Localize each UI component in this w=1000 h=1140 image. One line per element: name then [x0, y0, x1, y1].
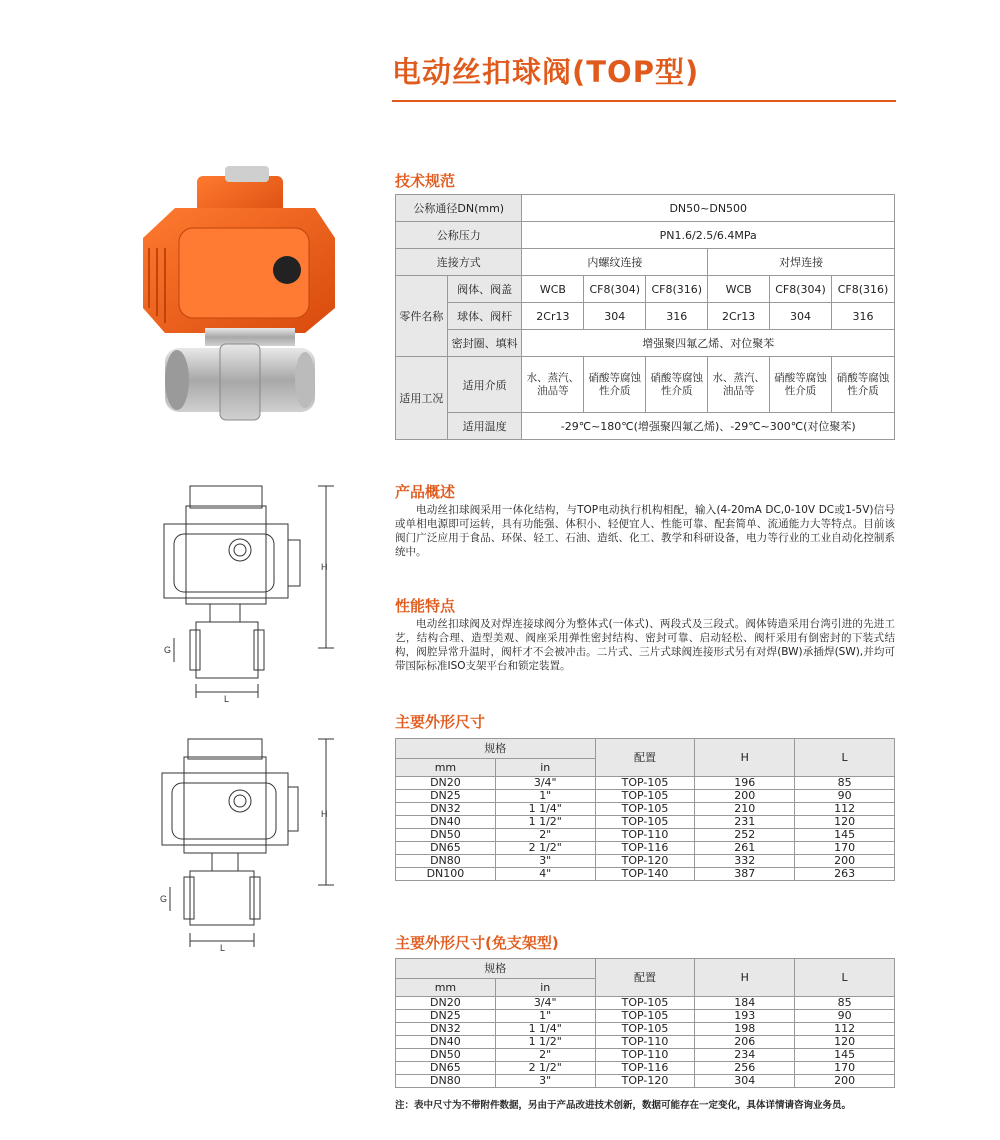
spec-label-pressure: 公称压力	[396, 222, 522, 249]
table-cell: 263	[795, 868, 895, 881]
col-config: 配置	[595, 959, 695, 997]
spec-label-dn: 公称通径DN(mm)	[396, 195, 522, 222]
table-cell: 210	[695, 803, 795, 816]
overview-text: 电动丝扣球阀采用一体化结构，与TOP电动执行机构相配，输入(4-20mA DC,0-10V DC或1-5V)信号或单相电源即可运转，具有功能强、体积小、轻便宜人、性能可靠、配套简单、流通能力大等特点。目前该阀门广泛应用于食品、环保、轻工、石油、造纸、化工、教学和科研设备，电力等行业的工业自动化控制系统中。	[395, 504, 895, 558]
table-cell: 193	[695, 1010, 795, 1023]
table-cell: 200	[695, 790, 795, 803]
table-cell: TOP-105	[595, 790, 695, 803]
table-cell: TOP-116	[595, 1062, 695, 1075]
spec-cell: CF8(316)	[646, 276, 708, 303]
table-cell: TOP-110	[595, 829, 695, 842]
col-mm: mm	[396, 979, 496, 997]
table-cell: TOP-105	[595, 803, 695, 816]
spec-cell: 硝酸等腐蚀性介质	[770, 357, 832, 413]
table-cell: 3"	[495, 1075, 595, 1088]
dimensions-table-bracketless	[395, 958, 895, 1088]
table-cell: 4"	[495, 868, 595, 881]
spec-cell: 316	[832, 303, 895, 330]
table-cell: 170	[795, 842, 895, 855]
spec-cell: 水、蒸汽、油品等	[522, 357, 584, 413]
table-cell: 252	[695, 829, 795, 842]
table-row	[396, 855, 895, 868]
section-heading-spec: 技术规范	[395, 172, 456, 190]
table-cell: 231	[695, 816, 795, 829]
footnote: 注：表中尺寸为不带附件数据，另由于产品改进技术创新，数据可能存在一定变化，具体详情请咨询业务员。	[395, 1100, 852, 1111]
table-cell: 2 1/2"	[495, 1062, 595, 1075]
col-in: in	[495, 759, 595, 777]
table-cell: 200	[795, 855, 895, 868]
spec-label-parts: 零件名称	[396, 276, 448, 357]
table-row	[396, 997, 895, 1010]
table-cell: 261	[695, 842, 795, 855]
table-cell: 332	[695, 855, 795, 868]
table-cell: TOP-105	[595, 816, 695, 829]
table-cell: 200	[795, 1075, 895, 1088]
table-row	[396, 1062, 895, 1075]
table-cell: DN50	[396, 829, 496, 842]
table-row	[396, 1075, 895, 1088]
dim-label-G: G	[164, 645, 172, 655]
table-row	[396, 1023, 895, 1036]
table-row	[396, 1036, 895, 1049]
spec-value-temp: -29℃~180℃(增强聚四氟乙烯)、-29℃~300℃(对位聚苯)	[522, 413, 895, 440]
spec-cell: CF8(316)	[832, 276, 895, 303]
col-spec: 规格	[396, 739, 596, 759]
table-cell: 206	[695, 1036, 795, 1049]
table-cell: 170	[795, 1062, 895, 1075]
table-cell: DN25	[396, 1010, 496, 1023]
table-row	[396, 803, 895, 816]
table-cell: 3/4"	[495, 777, 595, 790]
page-title: 电动丝扣球阀(TOP型)	[392, 55, 700, 89]
section-heading-overview: 产品概述	[395, 483, 456, 501]
table-cell: TOP-105	[595, 1010, 695, 1023]
table-cell: DN40	[396, 816, 496, 829]
table-cell: 1 1/2"	[495, 1036, 595, 1049]
table-cell: DN32	[396, 1023, 496, 1036]
table-cell: 1 1/2"	[495, 816, 595, 829]
table-cell: TOP-110	[595, 1036, 695, 1049]
table-cell: TOP-105	[595, 997, 695, 1010]
table-cell: 256	[695, 1062, 795, 1075]
spec-label-body: 阀体、阀盖	[447, 276, 522, 303]
dim-label-L: L	[224, 694, 230, 703]
table-cell: DN32	[396, 803, 496, 816]
table-cell: 120	[795, 1036, 895, 1049]
table-cell: TOP-120	[595, 1075, 695, 1088]
table-cell: TOP-105	[595, 1023, 695, 1036]
table-cell: DN100	[396, 868, 496, 881]
spec-label-seal: 密封圈、填料	[447, 330, 522, 357]
table-cell: 1"	[495, 1010, 595, 1023]
spec-connection-thread: 内螺纹连接	[522, 249, 708, 276]
dim-label-G-2: G	[160, 894, 168, 904]
spec-value-seal: 增强聚四氟乙烯、对位聚苯	[522, 330, 895, 357]
spec-cell: 304	[584, 303, 646, 330]
table-cell: 387	[695, 868, 795, 881]
dimensions-table	[395, 738, 895, 881]
spec-cell: CF8(304)	[770, 276, 832, 303]
table-row	[396, 868, 895, 881]
spec-value-pressure: PN1.6/2.5/6.4MPa	[522, 222, 895, 249]
dim-label-H: H	[321, 562, 328, 572]
table-cell: 3/4"	[495, 997, 595, 1010]
spec-value-dn: DN50~DN500	[522, 195, 895, 222]
table-row	[396, 829, 895, 842]
table-cell: 112	[795, 803, 895, 816]
col-H: H	[695, 739, 795, 777]
product-photo	[135, 158, 375, 438]
table-row	[396, 816, 895, 829]
col-mm: mm	[396, 759, 496, 777]
spec-cell: WCB	[522, 276, 584, 303]
table-row	[396, 777, 895, 790]
dimension-drawing-1	[150, 478, 340, 703]
table-cell: DN40	[396, 1036, 496, 1049]
table-row	[396, 1049, 895, 1062]
section-heading-dimensions-bracketless: 主要外形尺寸(免支架型)	[395, 934, 559, 952]
table-row	[396, 1010, 895, 1023]
table-cell: TOP-120	[595, 855, 695, 868]
title-rule	[392, 100, 896, 102]
spec-cell: 304	[770, 303, 832, 330]
dim-label-H-2: H	[321, 809, 328, 819]
table-cell: 145	[795, 829, 895, 842]
table-cell: 120	[795, 816, 895, 829]
spec-label-conditions: 适用工况	[396, 357, 448, 440]
table-cell: 304	[695, 1075, 795, 1088]
dimension-drawing-2	[150, 735, 340, 953]
spec-cell: 硝酸等腐蚀性介质	[832, 357, 895, 413]
table-cell: DN20	[396, 777, 496, 790]
table-cell: DN65	[396, 842, 496, 855]
spec-cell: 2Cr13	[522, 303, 584, 330]
table-cell: DN65	[396, 1062, 496, 1075]
table-cell: 2"	[495, 1049, 595, 1062]
spec-label-temp: 适用温度	[447, 413, 522, 440]
table-cell: 234	[695, 1049, 795, 1062]
spec-label-connection: 连接方式	[396, 249, 522, 276]
table-cell: DN50	[396, 1049, 496, 1062]
table-cell: 1 1/4"	[495, 1023, 595, 1036]
spec-cell: 水、蒸汽、油品等	[708, 357, 770, 413]
table-cell: 1 1/4"	[495, 803, 595, 816]
table-cell: 2 1/2"	[495, 842, 595, 855]
dim-label-L-2: L	[220, 943, 226, 953]
spec-connection-weld: 对焊连接	[708, 249, 895, 276]
col-spec: 规格	[396, 959, 596, 979]
spec-label-ball: 球体、阀杆	[447, 303, 522, 330]
table-cell: 1"	[495, 790, 595, 803]
table-cell: 198	[695, 1023, 795, 1036]
spec-cell: 硝酸等腐蚀性介质	[584, 357, 646, 413]
table-cell: 145	[795, 1049, 895, 1062]
table-cell: 184	[695, 997, 795, 1010]
table-cell: 2"	[495, 829, 595, 842]
table-cell: DN80	[396, 1075, 496, 1088]
col-config: 配置	[595, 739, 695, 777]
table-cell: 90	[795, 790, 895, 803]
table-cell: 112	[795, 1023, 895, 1036]
features-text: 电动丝扣球阀及对焊连接球阀分为整体式(一体式)、两段式及三段式。阀体铸造采用台湾引进的先进工艺，结构合理、造型美观、阀座采用弹性密封结构、密封可靠、启动轻松、阀杆采用有倒密封的下装式结构，阀腔异常升温时，阀杆才不会被冲击。二片式、三片式球阀连接形式另有对焊(BW)承插焊(SW),并均可带国际标准ISO支架平台和锁定装置。	[395, 618, 895, 672]
spec-cell: WCB	[708, 276, 770, 303]
table-row	[396, 842, 895, 855]
table-cell: 3"	[495, 855, 595, 868]
spec-cell: 316	[646, 303, 708, 330]
spec-cell: 2Cr13	[708, 303, 770, 330]
table-cell: 196	[695, 777, 795, 790]
spec-cell: 硝酸等腐蚀性介质	[646, 357, 708, 413]
table-cell: 90	[795, 1010, 895, 1023]
spec-table	[395, 194, 895, 440]
table-cell: TOP-105	[595, 777, 695, 790]
col-L: L	[795, 959, 895, 997]
table-cell: TOP-110	[595, 1049, 695, 1062]
section-heading-dimensions: 主要外形尺寸	[395, 713, 486, 731]
table-cell: 85	[795, 997, 895, 1010]
col-L: L	[795, 739, 895, 777]
table-cell: TOP-140	[595, 868, 695, 881]
section-heading-features: 性能特点	[395, 597, 456, 615]
table-cell: DN25	[396, 790, 496, 803]
spec-label-medium: 适用介质	[447, 357, 522, 413]
table-cell: DN80	[396, 855, 496, 868]
table-cell: DN20	[396, 997, 496, 1010]
table-cell: TOP-116	[595, 842, 695, 855]
table-cell: 85	[795, 777, 895, 790]
spec-cell: CF8(304)	[584, 276, 646, 303]
col-in: in	[495, 979, 595, 997]
table-row	[396, 790, 895, 803]
col-H: H	[695, 959, 795, 997]
